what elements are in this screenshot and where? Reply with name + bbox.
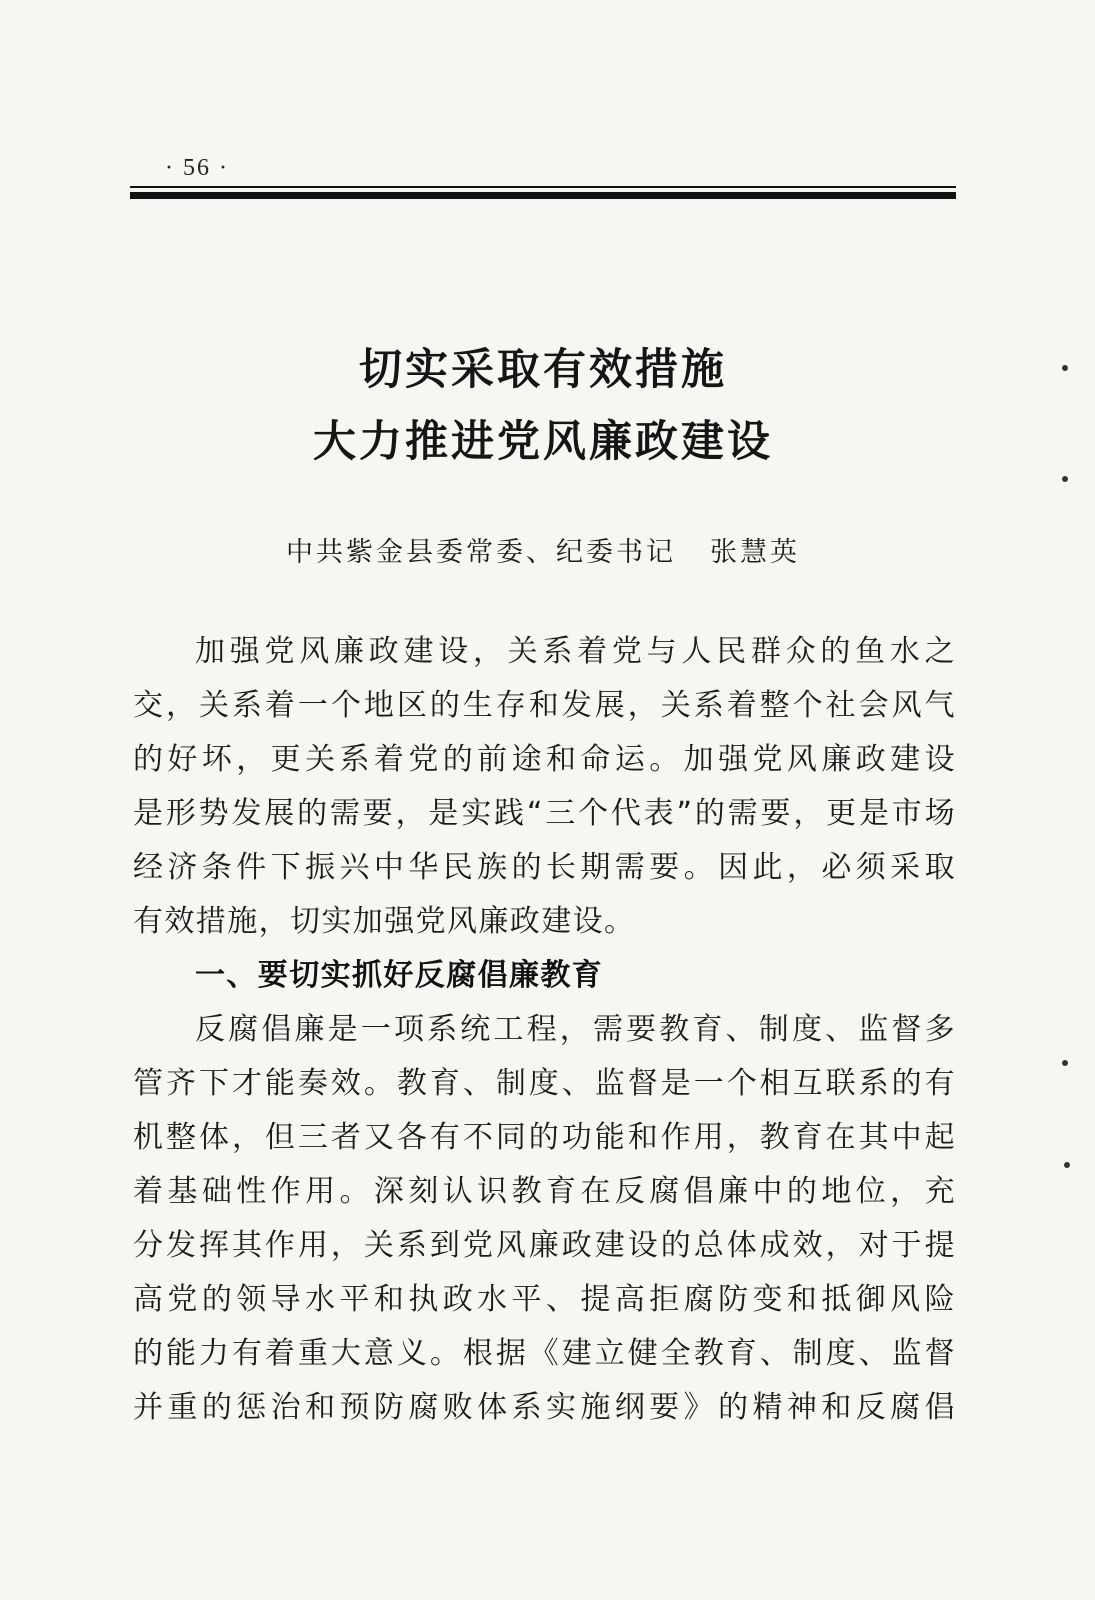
paragraph-line: 有效措施，切实加强党风廉政建设。 <box>133 904 636 939</box>
header-rule-thick <box>130 192 956 199</box>
paragraph-line: 交，关系着一个地区的生存和发展，关系着整个社会风气 <box>133 688 956 723</box>
paragraph-line: 是形势发展的需要，是实践“三个代表”的需要，更是市场 <box>133 796 956 831</box>
paragraph-line: 的好坏，更关系着党的前途和命运。加强党风廉政建设 <box>133 742 956 777</box>
section-heading: 一、要切实抓好反腐倡廉教育 <box>195 958 604 993</box>
byline <box>130 530 956 569</box>
article-title-line-2: 大力推进党风廉政建设 <box>313 417 773 467</box>
scan-speck <box>1062 1060 1068 1066</box>
paragraph-line: 机整体，但三者又各有不同的功能和作用，教育在其中起 <box>133 1120 956 1155</box>
scan-speck <box>1062 476 1068 482</box>
header-rule-thin <box>130 186 956 188</box>
paragraph-line: 加强党风廉政建设，关系着党与人民群众的鱼水之 <box>195 634 956 669</box>
paragraph-line: 的能力有着重大意义。根据《建立健全教育、制度、监督 <box>133 1336 956 1371</box>
paragraph-line: 并重的惩治和预防腐败体系实施纲要》的精神和反腐倡 <box>133 1390 956 1425</box>
byline-affiliation: 中共紫金县委常委、纪委书记 <box>286 537 676 568</box>
byline-author: 张慧英 <box>710 537 800 568</box>
paragraph-line: 高党的领导水平和执政水平、提高拒腐防变和抵御风险 <box>133 1282 956 1317</box>
page-number: · 56 · <box>165 155 229 181</box>
scan-speck <box>1064 1162 1070 1168</box>
article-title-line-1: 切实采取有效措施 <box>359 345 727 395</box>
scan-speck <box>1062 365 1068 371</box>
paragraph-line: 分发挥其作用，关系到党风廉政建设的总体成效，对于提 <box>133 1228 956 1263</box>
paragraph-line: 经济条件下振兴中华民族的长期需要。因此，必须采取 <box>133 850 956 885</box>
paragraph-line: 管齐下才能奏效。教育、制度、监督是一个相互联系的有 <box>133 1066 956 1101</box>
paragraph-line: 着基础性作用。深刻认识教育在反腐倡廉中的地位，充 <box>133 1174 956 1209</box>
paragraph-line: 反腐倡廉是一项系统工程，需要教育、制度、监督多 <box>195 1012 956 1047</box>
